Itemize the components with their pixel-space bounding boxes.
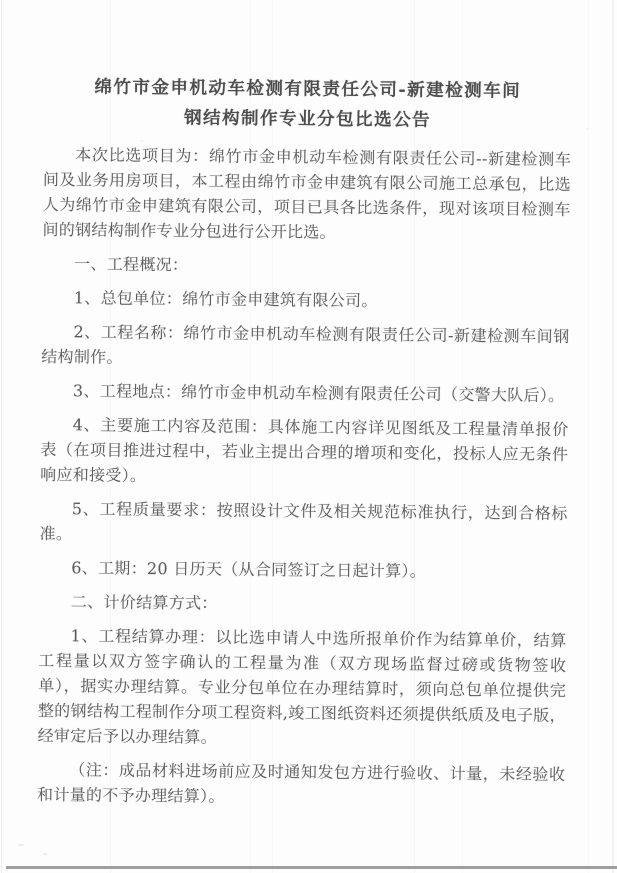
scan-speck [18, 844, 24, 846]
item-quality-requirement: 5、工程质量要求：按照设计文件及相关规范标准执行，达到合格标准。 [39, 499, 568, 544]
section-heading-2: 二、计价结算方式： [70, 592, 218, 613]
document-title-line2: 钢结构制作专业分包比选公告 [183, 108, 432, 131]
paragraph-note: （注：成品材料进场前应及时通知发包方进行验收、计量，未经验收和计量的不予办理结算）。 [36, 760, 566, 806]
document-title-line1: 绵竹市金申机动车检测有限责任公司-新建检测车间 [94, 77, 522, 102]
scan-bottom-edge [6, 866, 617, 869]
item-project-location: 3、工程地点：绵竹市金申机动车检测有限责任公司（交警大队后）。 [72, 381, 565, 405]
document-title [43, 72, 572, 137]
item-settlement-method: 1、工程结算办理：以比选申请人中选所报单价作为结算单价，结算工程量以双方签字确认的工程量为准（双方现场监督过磅或货物签收单），据实办理结算。专业分包单位在办理结算时，须向总包单位提供完整的钢结构工程制作分项工程资料,竣工图纸资料还须提供纸质及电子版，经审定后予以办理结算。 [37, 626, 567, 747]
page-left-edge [1, 0, 2, 873]
item-construction-period: 6、工期：20 日历天（从合同签订之日起计算）。 [71, 558, 427, 581]
item-general-contractor: 1、总包单位：绵竹市金申建筑有限公司。 [73, 288, 378, 311]
scan-streak [588, 0, 589, 873]
section-heading-1: 一、工程概况： [74, 254, 189, 275]
document-content [37, 72, 572, 821]
scan-speck [586, 128, 589, 130]
scan-speck [43, 852, 47, 855]
item-scope-of-work: 4、主要施工内容及范围：具体施工内容详见图纸及工程量清单报价表（在项目推进过程中，若业主提出合理的增项和变化，投标人应无条件响应和接受）。 [40, 415, 569, 485]
page-right-edge [612, 0, 614, 873]
paragraph-intro: 本次比选项目为：绵竹市金申机动车检测有限责任公司--新建检测车间及业务用房项目，本工程由绵竹市金申建筑有限公司施工总承包，比选人为绵竹市金申建筑有限公司，项目已具各比选条件，现对该项目检测车间的钢结构制作专业分包进行公开比选。 [42, 145, 572, 242]
item-project-name: 2、工程名称：绵竹市金申机动车检测有限责任公司-新建检测车间钢结构制作。 [41, 322, 570, 367]
